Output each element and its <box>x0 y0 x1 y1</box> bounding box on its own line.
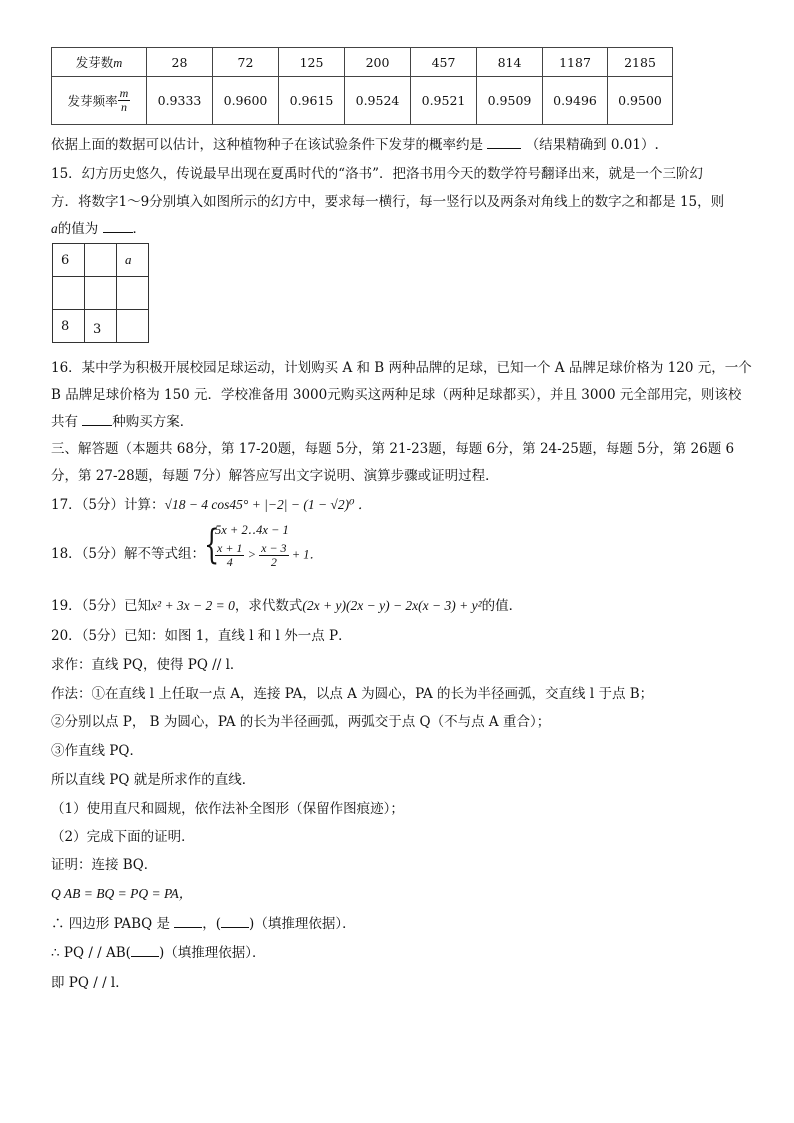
count-cell: 814 <box>477 48 543 77</box>
q20-line8: （2）完成下面的证明． <box>51 829 195 845</box>
magic-cell: 8 <box>53 310 85 343</box>
section3-line1: 三、解答题（本题共 68分，第 17-20题，每题 5分，第 21-23题，每题 6分，第 24-25题，每题 5分，第 26题 6 <box>51 441 735 457</box>
q14-conclusion: 依据上面的数据可以估计，这种植物种子在该试验条件下发芽的概率约是 （结果精确到 0.01）. <box>51 137 659 153</box>
frequency-row <box>52 77 673 125</box>
count-cell: 200 <box>345 48 411 77</box>
count-row-header: 发芽数m <box>52 48 147 77</box>
q15-line1: 15．幻方历史悠久，传说最早出现在夏禹时代的“洛书”．把洛书用今天的数学符号翻译出来，就是一个三阶幻 <box>51 166 703 182</box>
magic-cell <box>85 277 117 310</box>
q20-line12: ∴ PQ / / AB( )（填推理依据）． <box>51 945 266 961</box>
magic-cell <box>117 310 149 343</box>
q17: 17．（5分）计算：√18 − 4 cos45° + |−2| − (1 − √2)⁰ ． <box>51 497 372 513</box>
count-row <box>52 48 673 77</box>
frequency-cell: 0.9496 <box>543 77 608 125</box>
answer-blank <box>82 413 112 426</box>
frequency-cell: 0.9524 <box>345 77 411 125</box>
magic-cell: 6 <box>53 244 85 277</box>
q19: 19．（5分）已知x² + 3x − 2 = 0，求代数式(2x + y)(2x − y) − 2x(x − 3) + y²的值． <box>51 598 523 614</box>
frequency-cell: 0.9521 <box>411 77 477 125</box>
frequency-cell: 0.9509 <box>477 77 543 125</box>
count-cell: 28 <box>147 48 213 77</box>
answer-blank <box>221 915 249 928</box>
germination-table <box>51 47 673 125</box>
q16-line1: 16．某中学为积极开展校园足球运动，计划购买 A 和 B 两种品牌的足球，已知一个 A 品牌足球价格为 120 元，一个 <box>51 360 752 376</box>
q16-line3: 共有 种购买方案． <box>51 414 194 430</box>
answer-blank <box>174 915 202 928</box>
frequency-cell: 0.9600 <box>213 77 279 125</box>
magic-cell <box>85 244 117 277</box>
count-cell: 2185 <box>608 48 673 77</box>
answer-blank <box>487 136 521 149</box>
q20-line1: 20．（5分）已知：如图 1，直线 l 和 l 外一点 P． <box>51 628 352 644</box>
frequency-cell: 0.9500 <box>608 77 673 125</box>
q18-prefix: 18．（5分）解不等式组： <box>51 546 206 562</box>
q20-line5: ③作直线 PQ． <box>51 743 143 759</box>
q20-line9: 证明：连接 BQ． <box>51 857 158 873</box>
answer-blank <box>131 944 159 957</box>
q15-line2: 方．将数字1～9分别填入如图所示的幻方中，要求每一横行，每一竖行以及两条对角线上的数字之和都是 15，则 <box>51 194 725 210</box>
frequency-cell: 0.9333 <box>147 77 213 125</box>
magic-square <box>52 243 149 343</box>
q20-line11: ∴ 四边形 PABQ 是 ，( )（填推理依据）． <box>51 916 356 932</box>
magic-cell: 3 <box>85 310 117 343</box>
q16-line2: B 品牌足球价格为 150 元．学校准备用 3000元购买这两种足球（两种足球都买），并且 3000 元全部用完，则该校 <box>51 387 742 403</box>
frequency-cell: 0.9615 <box>279 77 345 125</box>
q20-line6: 所以直线 PQ 就是所求作的直线． <box>51 772 256 788</box>
q20-line7: （1）使用直尺和圆规，依作法补全图形（保留作图痕迹）； <box>51 801 404 817</box>
frequency-row-header: 发芽频率 $\frac{m}{n}$ <box>52 77 147 125</box>
q18-inequality-2: $\frac{x + 1}{4}$ > $\frac{x - 3}{2}$ + 1． <box>217 541 323 569</box>
q15-line3: a的值为 ． <box>51 221 147 237</box>
magic-cell: a <box>117 244 149 277</box>
count-cell: 1187 <box>543 48 608 77</box>
count-cell: 457 <box>411 48 477 77</box>
q18-inequality-1: 5x + 2‥4x − 1 <box>215 523 289 537</box>
q20-line10: Q AB = BQ = PQ = PA， <box>51 886 193 901</box>
section3-line2: 分，第 27-28题，每题 7分）解答应写出文字说明、演算步骤或证明过程． <box>51 468 499 484</box>
q20-line4: ②分别以点 P， B 为圆心，PA 的长为半径画弧，两弧交于点 Q（不与点 A 重合）； <box>51 714 551 730</box>
magic-cell <box>53 277 85 310</box>
brace-icon: { <box>204 522 220 568</box>
count-cell: 72 <box>213 48 279 77</box>
q20-line13: 即 PQ / / l． <box>51 975 129 991</box>
answer-blank <box>103 220 133 233</box>
q20-line3: 作法：①在直线 l 上任取一点 A，连接 PA，以点 A 为圆心，PA 的长为半径画弧，交直线 l 于点 B； <box>51 686 654 702</box>
q20-line2: 求作：直线 PQ，使得 PQ // l． <box>51 657 244 673</box>
magic-cell <box>117 277 149 310</box>
count-cell: 125 <box>279 48 345 77</box>
